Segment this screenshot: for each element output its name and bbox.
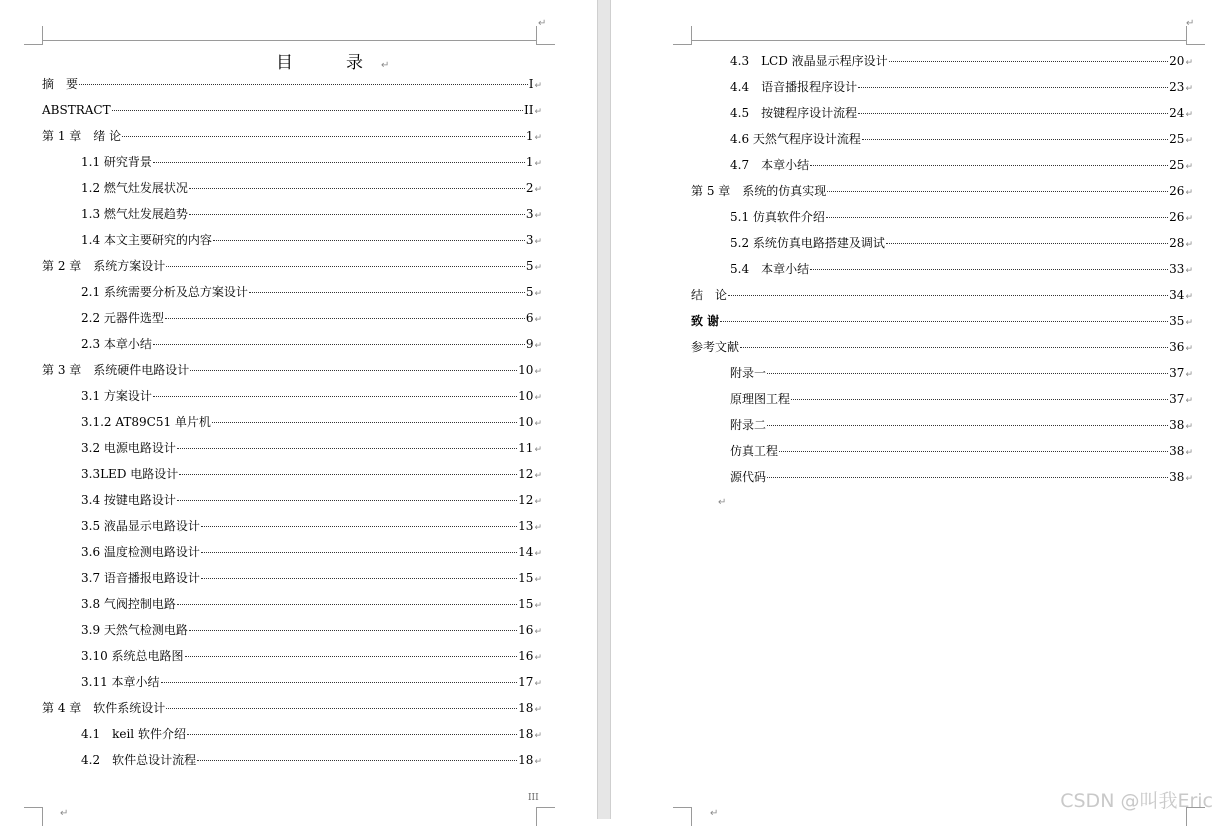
toc-entry[interactable]: [691, 464, 1193, 490]
toc-page-number: 10: [518, 389, 534, 403]
paragraph-mark-icon: ↵: [534, 731, 542, 741]
toc-entry[interactable]: [691, 178, 1193, 204]
toc-page-number: I: [528, 77, 534, 91]
toc-entry[interactable]: [42, 643, 542, 669]
toc-entry[interactable]: [691, 412, 1193, 438]
paragraph-mark-icon: ↵: [534, 705, 542, 715]
toc-entry-title: 3.4 按键电路设计: [81, 493, 176, 507]
paragraph-mark-icon: ↵: [534, 653, 542, 663]
paragraph-mark-icon: ↵: [1186, 18, 1195, 29]
toc-page-number: 37: [1169, 366, 1185, 380]
paragraph-mark-icon: ↵: [1185, 318, 1193, 328]
crop-mark: [24, 807, 43, 826]
toc-entry-title: 1.2 燃气灶发展状况: [81, 181, 188, 195]
paragraph-mark-icon: ↵: [534, 341, 542, 351]
toc-page-number: 6: [525, 311, 534, 325]
toc-dot-leader: [185, 656, 518, 657]
toc-page-number: 25: [1169, 132, 1185, 146]
toc-entry-title: 结 论: [691, 288, 728, 302]
toc-page-number: 1: [525, 129, 534, 143]
toc-dot-leader: [177, 500, 517, 501]
crop-mark: [673, 26, 692, 45]
toc-entry-title: 2.1 系统需要分析及总方案设计: [81, 285, 248, 299]
toc-title-text: 目 录: [276, 53, 381, 73]
paragraph-mark-icon: ↵: [534, 601, 542, 611]
toc-entry-title: ABSTRACT: [42, 103, 111, 117]
paragraph-mark-icon: ↵: [718, 497, 727, 508]
toc-list-right: [691, 48, 1193, 490]
toc-entry-title: 3.6 温度检测电路设计: [81, 545, 200, 559]
toc-entry[interactable]: [691, 100, 1193, 126]
watermark: CSDN @叫我Eric: [1060, 790, 1213, 812]
toc-page-number: 14: [518, 545, 534, 559]
toc-entry-title: 3.9 天然气检测电路: [81, 623, 188, 637]
toc-dot-leader: [810, 165, 1168, 166]
toc-entry[interactable]: [42, 435, 542, 461]
paragraph-mark-icon: ↵: [534, 237, 542, 247]
toc-entry[interactable]: [42, 331, 542, 357]
toc-list-left: [42, 71, 542, 773]
toc-dot-leader: [197, 760, 517, 761]
toc-dot-leader: [767, 477, 1168, 478]
toc-page-number: 26: [1169, 184, 1185, 198]
toc-entry-title: 4.4 语音播报程序设计: [730, 80, 858, 94]
paragraph-mark-icon: ↵: [538, 18, 547, 29]
paragraph-mark-icon: ↵: [534, 393, 542, 403]
paragraph-mark-icon: ↵: [534, 679, 542, 689]
paragraph-mark-icon: ↵: [1185, 422, 1193, 432]
toc-page-number: 2: [525, 181, 534, 195]
toc-dot-leader: [767, 425, 1168, 426]
toc-dot-leader: [189, 188, 525, 189]
toc-entry-title: 5.4 本章小结: [730, 262, 810, 276]
toc-dot-leader: [886, 243, 1168, 244]
toc-entry-title: 3.2 电源电路设计: [81, 441, 176, 455]
toc-entry-title: 3.11 本章小结: [81, 675, 160, 689]
paragraph-mark-icon: ↵: [534, 549, 542, 559]
toc-page-number: 3: [525, 207, 534, 221]
toc-entry[interactable]: [691, 256, 1193, 282]
toc-dot-leader: [190, 370, 517, 371]
toc-entry-title: 源代码: [730, 470, 767, 484]
toc-entry-title: 致 谢: [691, 314, 720, 328]
toc-entry-title: 5.2 系统仿真电路搭建及调试: [730, 236, 885, 250]
toc-dot-leader: [827, 191, 1168, 192]
toc-entry-title: 3.1.2 AT89C51 单片机: [81, 415, 211, 429]
toc-page-number: 26: [1169, 210, 1185, 224]
toc-entry-title: 参考文献: [691, 340, 740, 354]
paragraph-mark-icon: ↵: [1185, 110, 1193, 120]
toc-entry[interactable]: [691, 360, 1193, 386]
toc-page-number: 16: [518, 623, 534, 637]
toc-dot-leader: [177, 448, 517, 449]
toc-dot-leader: [161, 682, 518, 683]
toc-dot-leader: [112, 110, 523, 111]
toc-dot-leader: [153, 396, 517, 397]
toc-dot-leader: [165, 318, 525, 319]
toc-dot-leader: [122, 136, 525, 137]
paragraph-mark-icon: ↵: [534, 627, 542, 637]
paragraph-mark-icon: ↵: [60, 808, 69, 819]
page-gutter: [597, 0, 611, 819]
toc-title: [276, 48, 389, 73]
toc-dot-leader: [189, 214, 525, 215]
toc-dot-leader: [79, 84, 528, 85]
toc-dot-leader: [826, 217, 1168, 218]
paragraph-mark-icon: ↵: [1185, 266, 1193, 276]
toc-page-number: 12: [518, 467, 534, 481]
toc-dot-leader: [153, 344, 525, 345]
toc-entry[interactable]: [691, 204, 1193, 230]
toc-page-number: II: [523, 103, 534, 117]
toc-dot-leader: [201, 526, 517, 527]
toc-dot-leader: [177, 604, 517, 605]
toc-entry[interactable]: [42, 175, 542, 201]
paragraph-mark-icon: ↵: [1185, 474, 1193, 484]
toc-entry[interactable]: [42, 71, 542, 97]
paragraph-mark-icon: ↵: [534, 471, 542, 481]
paragraph-mark-icon: ↵: [534, 211, 542, 221]
toc-page-number: 38: [1169, 418, 1185, 432]
toc-entry[interactable]: [42, 669, 542, 695]
toc-page-number: 23: [1169, 80, 1185, 94]
toc-entry-title: 1.4 本文主要研究的内容: [81, 233, 212, 247]
crop-mark: [24, 26, 43, 45]
toc-entry[interactable]: [42, 149, 542, 175]
toc-entry[interactable]: [691, 438, 1193, 464]
paragraph-mark-icon: ↵: [1185, 292, 1193, 302]
toc-dot-leader: [720, 321, 1168, 322]
paragraph-mark-icon: ↵: [1185, 370, 1193, 380]
toc-page-number: 17: [518, 675, 534, 689]
toc-entry-title: 1.3 燃气灶发展趋势: [81, 207, 188, 221]
toc-page-number: 13: [518, 519, 534, 533]
toc-entry-title: 2.3 本章小结: [81, 337, 152, 351]
toc-dot-leader: [767, 373, 1168, 374]
toc-entry-title: 第 5 章 系统的仿真实现: [691, 184, 827, 198]
toc-dot-leader: [212, 422, 517, 423]
paragraph-mark-icon: ↵: [1185, 396, 1193, 406]
paragraph-mark-icon: ↵: [1185, 344, 1193, 354]
toc-dot-leader: [187, 734, 517, 735]
toc-page-number: 24: [1169, 106, 1185, 120]
paragraph-mark-icon: ↵: [534, 497, 542, 507]
toc-entry[interactable]: [42, 591, 542, 617]
toc-entry-title: 第 1 章 绪 论: [42, 129, 122, 143]
paragraph-mark-icon: ↵: [1185, 240, 1193, 250]
toc-page-number: 38: [1169, 470, 1185, 484]
toc-page-number: 16: [518, 649, 534, 663]
paragraph-mark-icon: ↵: [534, 289, 542, 299]
header-line: [691, 40, 1186, 41]
toc-page-number: 37: [1169, 392, 1185, 406]
toc-entry[interactable]: [42, 123, 542, 149]
toc-entry-title: 3.5 液晶显示电路设计: [81, 519, 200, 533]
footer-page-number: III: [528, 793, 539, 803]
toc-dot-leader: [862, 139, 1168, 140]
toc-dot-leader: [201, 552, 517, 553]
toc-entry[interactable]: [42, 747, 542, 773]
toc-dot-leader: [201, 578, 517, 579]
toc-dot-leader: [740, 347, 1168, 348]
paragraph-mark-icon: ↵: [534, 523, 542, 533]
toc-entry[interactable]: [42, 201, 542, 227]
toc-page-number: 11: [518, 441, 534, 455]
toc-page-number: 18: [518, 727, 534, 741]
toc-entry-title: 第 4 章 软件系统设计: [42, 701, 166, 715]
toc-page-number: 15: [518, 597, 534, 611]
toc-page-number: 25: [1169, 158, 1185, 172]
toc-page-number: 34: [1169, 288, 1185, 302]
toc-entry-title: 3.8 气阀控制电路: [81, 597, 176, 611]
toc-page-number: 18: [518, 753, 534, 767]
toc-entry[interactable]: [691, 48, 1193, 74]
toc-entry[interactable]: [691, 230, 1193, 256]
paragraph-mark-icon: ↵: [1185, 136, 1193, 146]
toc-page-number: 5: [525, 259, 534, 273]
toc-page-number: 5: [525, 285, 534, 299]
toc-dot-leader: [179, 474, 517, 475]
toc-entry-title: 第 3 章 系统硬件电路设计: [42, 363, 190, 377]
toc-entry[interactable]: [42, 695, 542, 721]
toc-entry[interactable]: [42, 357, 542, 383]
toc-dot-leader: [153, 162, 525, 163]
toc-entry-title: 4.3 LCD 液晶显示程序设计: [730, 54, 888, 68]
toc-dot-leader: [810, 269, 1168, 270]
toc-entry-title: 3.1 方案设计: [81, 389, 152, 403]
toc-entry-title: 附录一: [730, 366, 767, 380]
toc-entry-title: 4.5 按键程序设计流程: [730, 106, 858, 120]
toc-page-number: 9: [525, 337, 534, 351]
paragraph-mark-icon: ↵: [534, 575, 542, 585]
toc-entry[interactable]: [691, 74, 1193, 100]
paragraph-mark-icon: ↵: [534, 81, 542, 91]
paragraph-mark-icon: ↵: [534, 757, 542, 767]
toc-dot-leader: [213, 240, 525, 241]
paragraph-mark-icon: ↵: [1185, 214, 1193, 224]
toc-page-number: 3: [525, 233, 534, 247]
paragraph-mark-icon: ↵: [1185, 84, 1193, 94]
toc-page-number: 33: [1169, 262, 1185, 276]
paragraph-mark-icon: ↵: [710, 808, 719, 819]
toc-entry[interactable]: [42, 279, 542, 305]
toc-entry[interactable]: [691, 386, 1193, 412]
toc-entry-title: 原理图工程: [730, 392, 791, 406]
toc-dot-leader: [779, 451, 1168, 452]
paragraph-mark-icon: ↵: [534, 367, 542, 377]
toc-entry[interactable]: [691, 282, 1193, 308]
toc-entry-title: 仿真工程: [730, 444, 779, 458]
toc-entry[interactable]: [42, 617, 542, 643]
toc-page-number: 20: [1169, 54, 1185, 68]
toc-dot-leader: [791, 399, 1168, 400]
toc-entry-title: 4.2 软件总设计流程: [81, 753, 197, 767]
toc-page-number: 1: [525, 155, 534, 169]
toc-entry[interactable]: [42, 513, 542, 539]
toc-dot-leader: [858, 87, 1168, 88]
toc-entry-title: 3.3LED 电路设计: [81, 467, 179, 481]
toc-dot-leader: [166, 708, 517, 709]
toc-entry-title: 摘 要: [42, 77, 79, 91]
toc-entry-title: 1.1 研究背景: [81, 155, 152, 169]
toc-entry[interactable]: [42, 409, 542, 435]
toc-entry-title: 第 2 章 系统方案设计: [42, 259, 166, 273]
toc-entry-title: 3.10 系统总电路图: [81, 649, 184, 663]
toc-dot-leader: [249, 292, 525, 293]
paragraph-mark-icon: ↵: [1185, 162, 1193, 172]
paragraph-mark-icon: ↵: [534, 107, 542, 117]
toc-page-number: 18: [518, 701, 534, 715]
toc-entry[interactable]: [691, 308, 1193, 334]
paragraph-mark-icon: ↵: [534, 159, 542, 169]
paragraph-mark-icon: ↵: [1185, 188, 1193, 198]
toc-entry-title: 4.1 keil 软件介绍: [81, 727, 186, 741]
toc-entry-title: 附录二: [730, 418, 767, 432]
toc-dot-leader: [728, 295, 1168, 296]
toc-page-number: 12: [518, 493, 534, 507]
toc-entry[interactable]: [42, 227, 542, 253]
toc-entry[interactable]: [42, 253, 542, 279]
toc-entry-title: 4.6 天然气程序设计流程: [730, 132, 861, 146]
toc-entry[interactable]: [42, 565, 542, 591]
toc-dot-leader: [889, 61, 1169, 62]
paragraph-mark-icon: ↵: [534, 315, 542, 325]
toc-entry-title: 4.7 本章小结: [730, 158, 810, 172]
paragraph-mark-icon: ↵: [534, 263, 542, 273]
paragraph-mark-icon: ↵: [534, 133, 542, 143]
toc-entry[interactable]: [42, 383, 542, 409]
toc-entry[interactable]: [42, 97, 542, 123]
toc-page-number: 15: [518, 571, 534, 585]
crop-mark: [673, 807, 692, 826]
toc-page-number: 28: [1169, 236, 1185, 250]
toc-entry[interactable]: [42, 721, 542, 747]
toc-entry-title: 3.7 语音播报电路设计: [81, 571, 200, 585]
toc-dot-leader: [858, 113, 1168, 114]
paragraph-mark-icon: ↵: [381, 60, 390, 71]
toc-entry[interactable]: [42, 487, 542, 513]
toc-page-number: 36: [1169, 340, 1185, 354]
paragraph-mark-icon: ↵: [534, 419, 542, 429]
toc-entry[interactable]: [42, 539, 542, 565]
toc-entry-title: 2.2 元器件选型: [81, 311, 164, 325]
paragraph-mark-icon: ↵: [534, 185, 542, 195]
toc-entry[interactable]: [691, 152, 1193, 178]
toc-entry[interactable]: [42, 305, 542, 331]
toc-entry-title: 5.1 仿真软件介绍: [730, 210, 825, 224]
paragraph-mark-icon: ↵: [1185, 448, 1193, 458]
toc-dot-leader: [166, 266, 525, 267]
toc-entry[interactable]: [691, 334, 1193, 360]
paragraph-mark-icon: ↵: [1185, 58, 1193, 68]
toc-entry[interactable]: [691, 126, 1193, 152]
paragraph-mark-icon: ↵: [534, 445, 542, 455]
header-line: [42, 40, 536, 41]
toc-page-number: 35: [1169, 314, 1185, 328]
toc-dot-leader: [189, 630, 517, 631]
toc-page-number: 10: [518, 415, 534, 429]
toc-page-number: 10: [518, 363, 534, 377]
toc-page-number: 38: [1169, 444, 1185, 458]
crop-mark: [536, 807, 555, 826]
toc-entry[interactable]: [42, 461, 542, 487]
